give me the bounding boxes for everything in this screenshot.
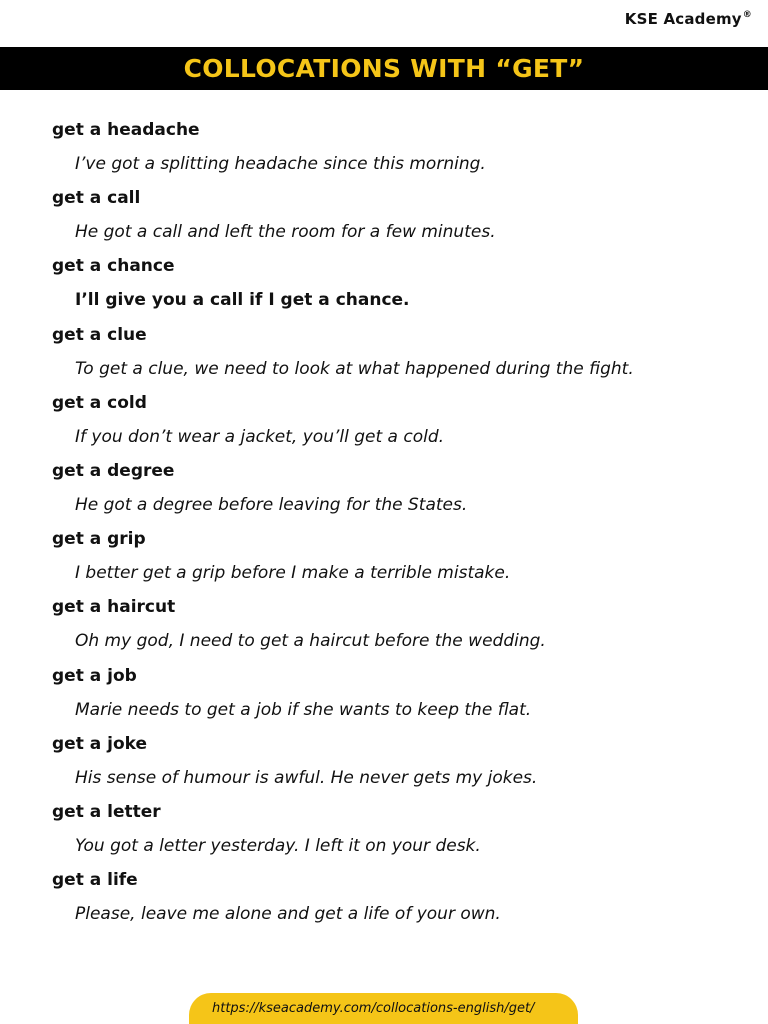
footer-url-tab[interactable]: [189, 993, 578, 1024]
list-item: [52, 253, 742, 321]
title-banner: [0, 47, 768, 90]
example-sentence: I’ll give you a call if I get a chance.: [75, 290, 410, 311]
list-item: [52, 867, 742, 935]
brand-name: KSE Academy®: [624, 10, 752, 28]
collocation-term: get a joke: [52, 733, 148, 754]
list-item: [52, 799, 742, 867]
collocation-term: get a life: [52, 870, 138, 891]
list-item: [52, 322, 742, 390]
collocation-term: get a cold: [52, 392, 147, 413]
collocation-term: get a haircut: [52, 597, 176, 618]
example-sentence: You got a letter yesterday. I left it on your desk.: [75, 835, 481, 856]
registered-mark: ®: [742, 10, 752, 20]
collocation-list: [52, 117, 742, 935]
example-sentence: To get a clue, we need to look at what happened during the fight.: [75, 358, 634, 379]
example-sentence: If you don’t wear a jacket, you’ll get a cold.: [75, 426, 445, 447]
list-item: [52, 390, 742, 458]
example-sentence: I’ve got a splitting headache since this morning.: [75, 154, 486, 174]
collocation-term: get a grip: [52, 529, 146, 550]
example-sentence: He got a call and left the room for a few minutes.: [75, 222, 496, 243]
source-link[interactable]: https://kseacademy.com/collocations-english/get/: [212, 1001, 535, 1016]
list-item: [52, 594, 742, 662]
list-item: [52, 663, 742, 731]
list-item: [52, 526, 742, 594]
example-sentence: He got a degree before leaving for the States.: [75, 494, 468, 515]
example-sentence: Oh my god, I need to get a haircut before the wedding.: [75, 631, 546, 652]
collocation-term: get a job: [52, 665, 137, 686]
collocation-term: get a letter: [52, 801, 161, 822]
collocation-term: get a clue: [52, 324, 147, 345]
collocation-term: get a degree: [52, 460, 175, 481]
list-item: [52, 731, 742, 799]
page-title: COLLOCATIONS WITH “GET”: [183, 54, 585, 83]
example-sentence: Please, leave me alone and get a life of your own.: [75, 904, 501, 925]
example-sentence: I better get a grip before I make a terrible mistake.: [75, 563, 511, 584]
list-item: [52, 185, 742, 253]
collocation-term: get a call: [52, 188, 141, 209]
list-item: [52, 458, 742, 526]
example-sentence: His sense of humour is awful. He never gets my jokes.: [75, 767, 538, 788]
example-sentence: Marie needs to get a job if she wants to keep the flat.: [75, 699, 532, 720]
list-item: [52, 117, 742, 185]
collocation-term: get a headache: [52, 120, 200, 140]
collocation-term: get a chance: [52, 256, 175, 277]
